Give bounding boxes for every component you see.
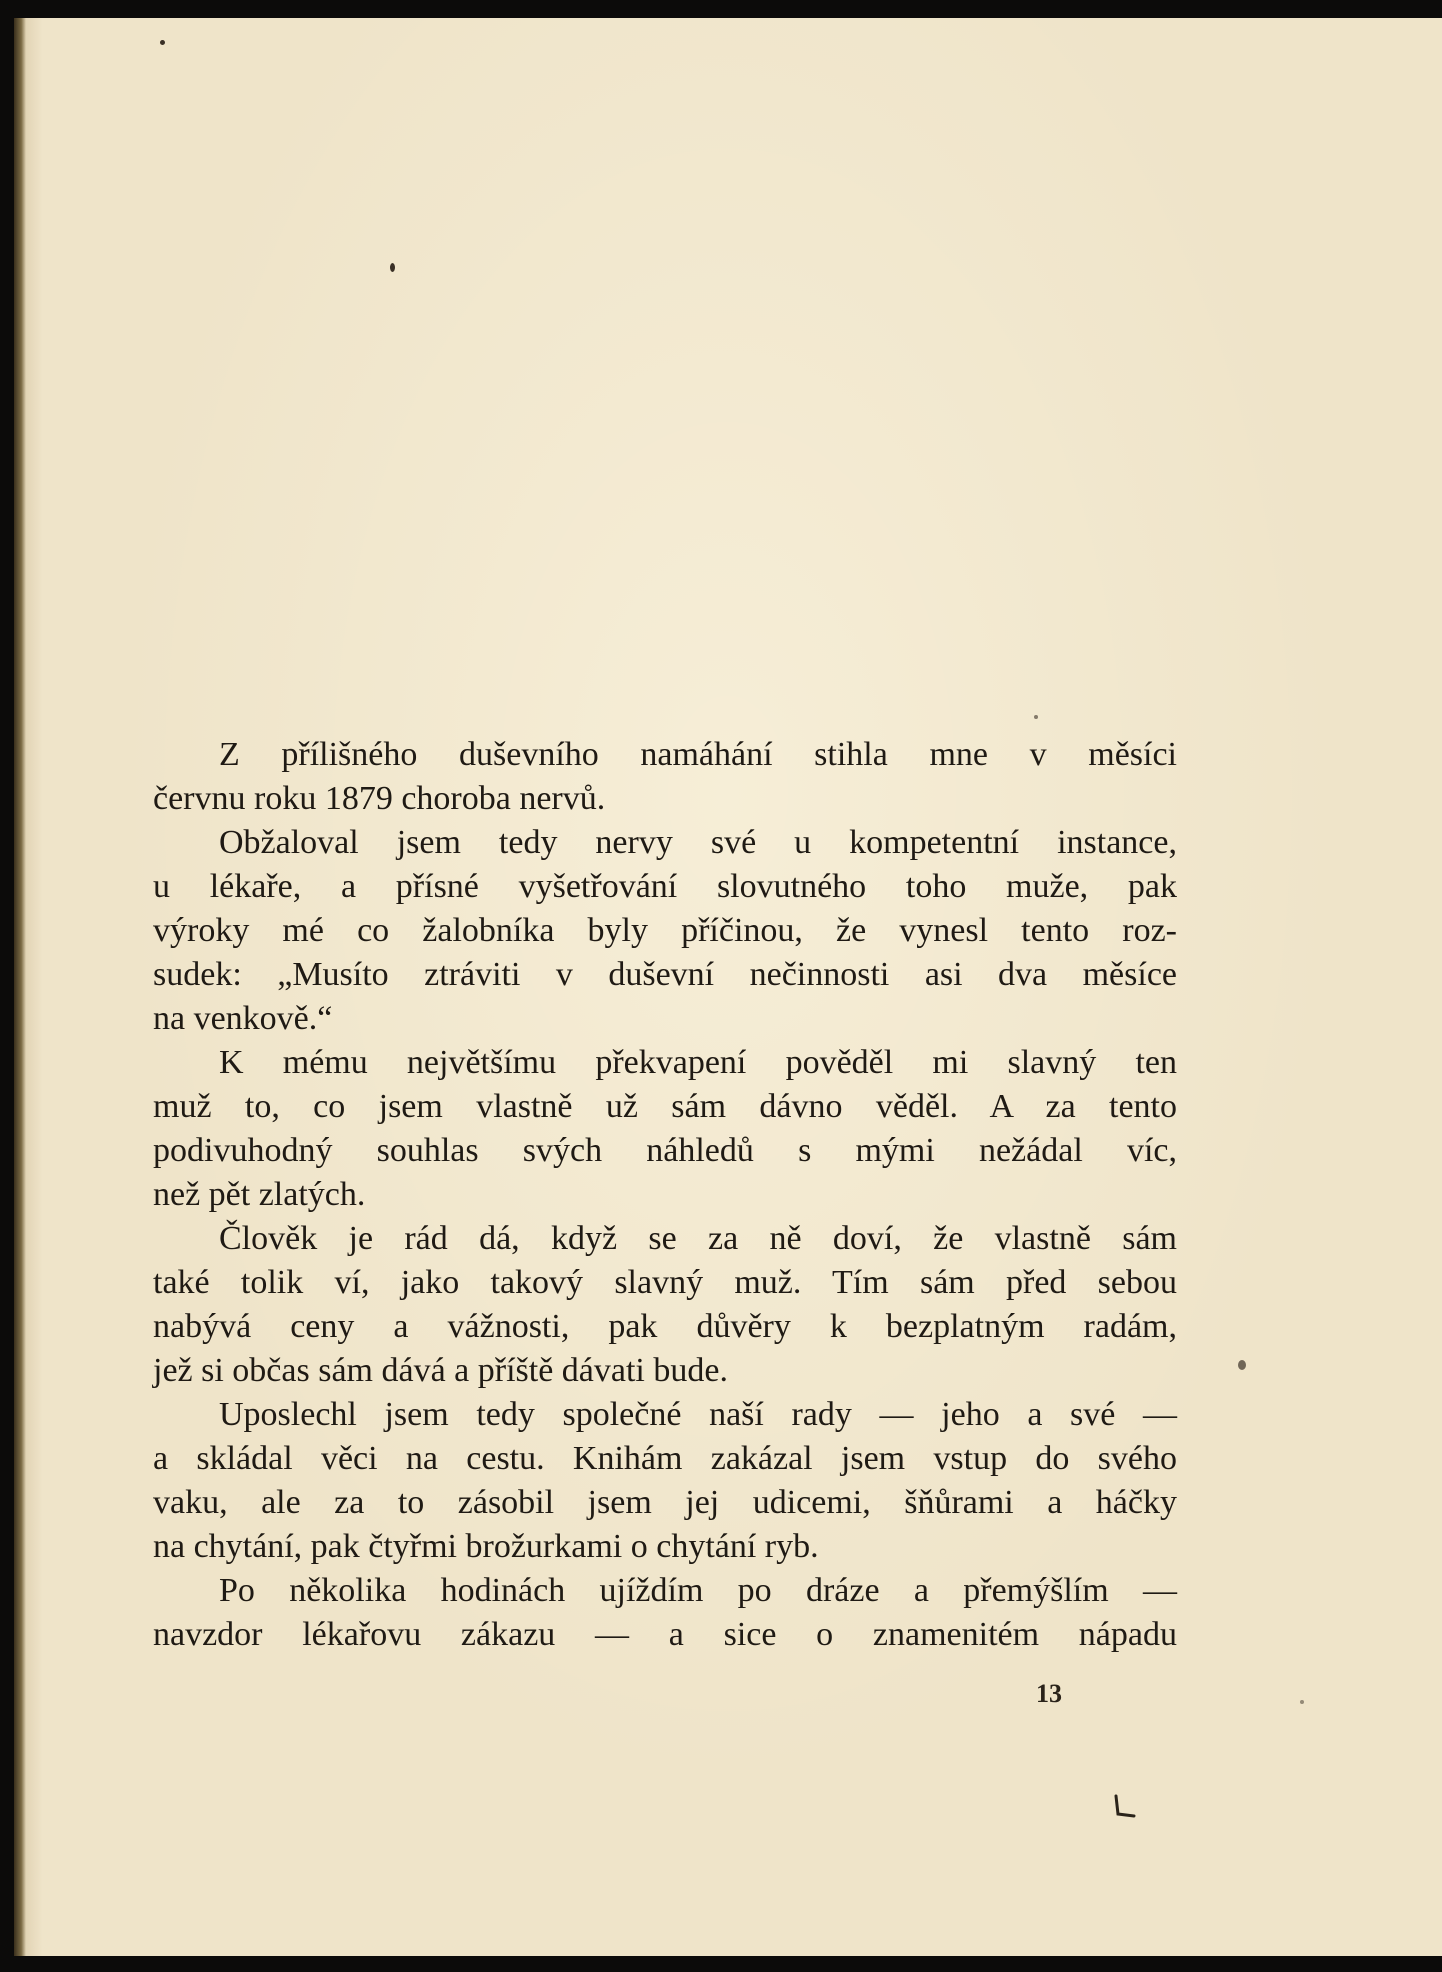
text-line: Člověk je rád dá, když se za ně doví, že vlastně sám: [219, 1220, 1177, 1257]
ink-speck: [1300, 1700, 1304, 1704]
text-line: u lékaře, a přísné vyšetřování slovutného toho muže, pak: [153, 868, 1177, 905]
page-number: 13: [1036, 1679, 1062, 1708]
text-line: také tolik ví, jako takový slavný muž. Tím sám před sebou: [153, 1264, 1177, 1301]
text-line: jež si občas sám dává a příště dávati bude.: [153, 1352, 728, 1389]
text-line: muž to, co jsem vlastně už sám dávno věděl. A za tento: [153, 1088, 1177, 1125]
ink-speck: [1238, 1360, 1246, 1370]
text-line: Uposlechl jsem tedy společné naší rady — jeho a své —: [219, 1396, 1177, 1433]
text-line: na chytání, pak čtyřmi brožurkami o chytání ryb.: [153, 1528, 819, 1565]
ink-speck: [390, 263, 395, 272]
stray-mark-icon: [1112, 1794, 1138, 1822]
text-line: navzdor lékařovu zákazu — a sice o znamenitém nápadu: [153, 1616, 1177, 1653]
text-line: a skládal věci na cestu. Knihám zakázal jsem vstup do svého: [153, 1440, 1177, 1477]
text-line: vaku, ale za to zásobil jsem jej udicemi, šňůrami a háčky: [153, 1484, 1177, 1521]
text-line: K mému největšímu překvapení pověděl mi slavný ten: [219, 1044, 1177, 1081]
text-line: sudek: „Musíto ztráviti v duševní nečinnosti asi dva měsíce: [153, 956, 1177, 993]
text-line: červnu roku 1879 choroba nervů.: [153, 780, 606, 817]
text-line: na venkově.“: [153, 1000, 333, 1037]
text-line: podivuhodný souhlas svých náhledů s mými nežádal víc,: [153, 1132, 1177, 1169]
body-text: [153, 733, 1177, 1657]
ink-speck: [160, 40, 165, 45]
text-line: výroky mé co žalobníka byly příčinou, že vynesl tento roz-: [153, 912, 1177, 949]
ink-speck: [1034, 715, 1038, 719]
text-line: nabývá ceny a vážnosti, pak důvěry k bezplatným radám,: [153, 1308, 1177, 1345]
text-line: než pět zlatých.: [153, 1176, 366, 1213]
text-line: Po několika hodinách ujíždím po dráze a přemýšlím —: [219, 1572, 1177, 1609]
text-line: Z přílišného duševního namáhání stihla mne v měsíci: [219, 736, 1177, 773]
text-line: Obžaloval jsem tedy nervy své u kompetentní instance,: [219, 824, 1177, 861]
page-spine-edge: [14, 18, 26, 1956]
